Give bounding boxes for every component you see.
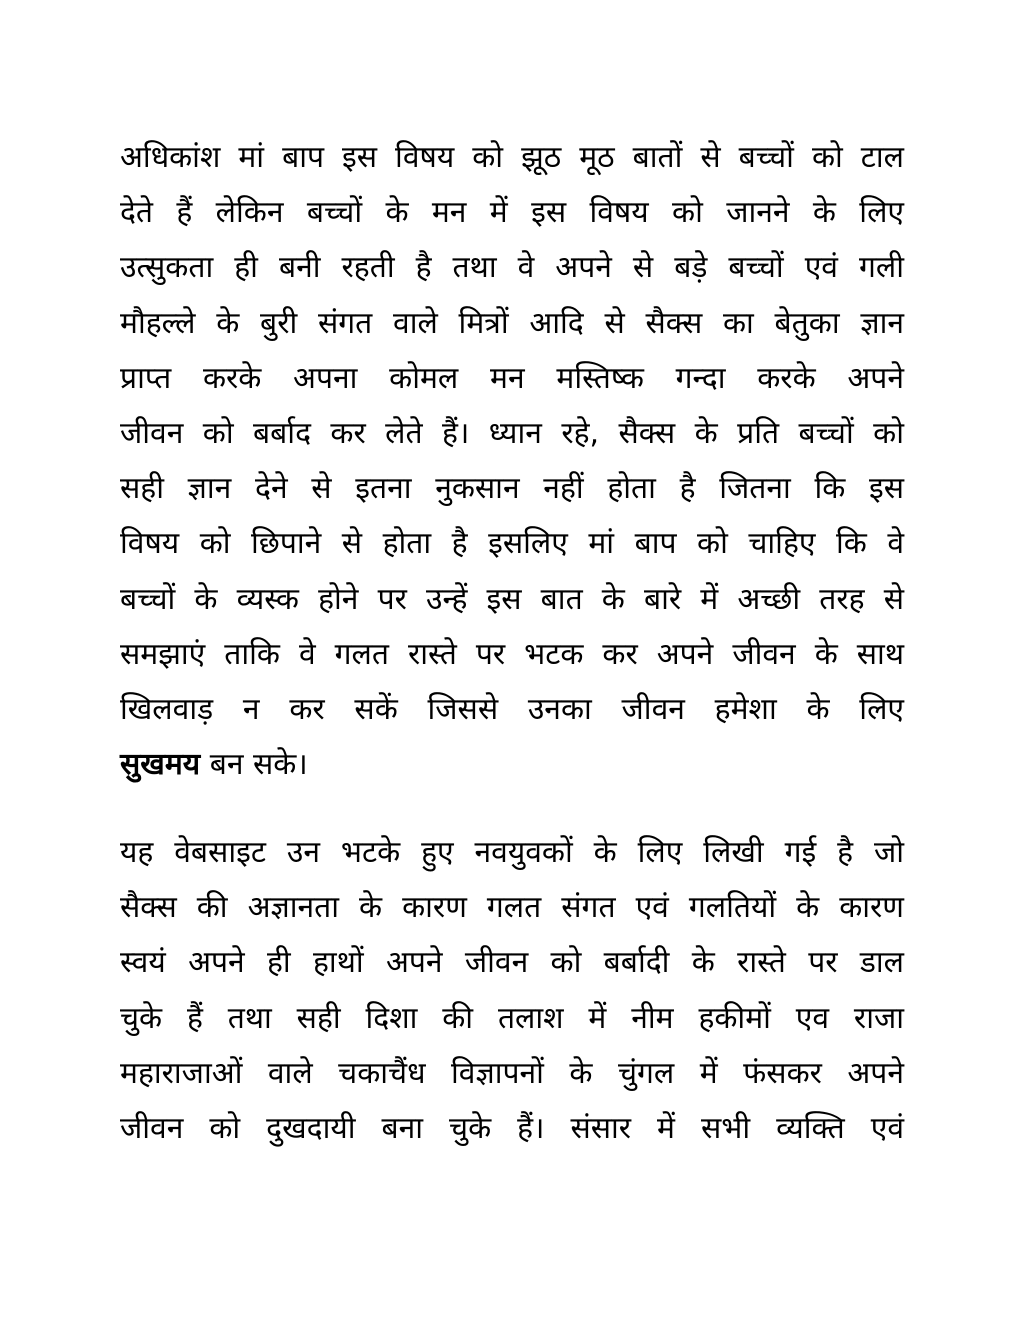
paragraph-line: प्राप्त करके अपना कोमल मन मस्तिष्क गन्दा करके अपने	[120, 360, 904, 396]
paragraph-line: अधिकांश मां बाप इस विषय को झूठ मूठ बातों से बच्चों को टाल	[120, 140, 904, 175]
paragraph-line: विषय को छिपाने से होता है इसलिए मां बाप को चाहिए कि वे	[120, 526, 904, 562]
paragraph-line: मौहल्ले के बुरी संगत वाले मित्रों आदि से सैक्स का बेतुका ज्ञान	[120, 305, 904, 341]
paragraph-line: चुके हैं तथा सही दिशा की तलाश में नीम हकीमों एव राजा	[120, 1000, 904, 1036]
paragraph-1	[120, 130, 904, 792]
paragraph-line: जीवन को दुखदायी बना चुके हैं। संसार में सभी व्यक्ति एवं	[120, 1110, 904, 1146]
last-line-text: बन सके।	[200, 747, 308, 783]
paragraph-line: खिलवाड़ न कर सकें जिससे उनका जीवन हमेशा के लिए	[120, 691, 904, 727]
paragraph-line: सही ज्ञान देने से इतना नुकसान नहीं होता है जितना कि इस	[120, 471, 904, 507]
paragraph-line: समझाएं ताकि वे गलत रास्ते पर भटक कर अपने जीवन के साथ	[120, 636, 904, 672]
paragraph-line: उत्सुकता ही बनी रहती है तथा वे अपने से बड़े बच्चों एवं गली	[120, 250, 904, 286]
paragraph-line: महाराजाओं वाले चकाचैंध विज्ञापनों के चुंगल में फंसकर अपने	[120, 1055, 904, 1091]
bold-word: सुखमय	[120, 747, 201, 783]
paragraph-line: यह वेबसाइट उन भटके हुए नवयुवकों के लिए लिखी गई है जो	[120, 835, 904, 870]
paragraph-line: बच्चों के व्यस्क होने पर उन्हें इस बात के बारे में अच्छी तरह से	[120, 581, 904, 617]
paragraph-line: देते हैं लेकिन बच्चों के मन में इस विषय को जानने के लिए	[120, 195, 904, 231]
paragraph-line: स्वयं अपने ही हाथों अपने जीवन को बर्बादी के रास्ते पर डाल	[120, 945, 904, 981]
paragraph-line: सैक्स की अज्ञानता के कारण गलत संगत एवं गलतियों के कारण	[120, 890, 904, 926]
paragraph-line: जीवन को बर्बाद कर लेते हैं। ध्यान रहे, सैक्स के प्रति बच्चों को	[120, 415, 904, 451]
paragraph-2	[120, 825, 904, 1156]
paragraph-last-line	[120, 737, 904, 792]
